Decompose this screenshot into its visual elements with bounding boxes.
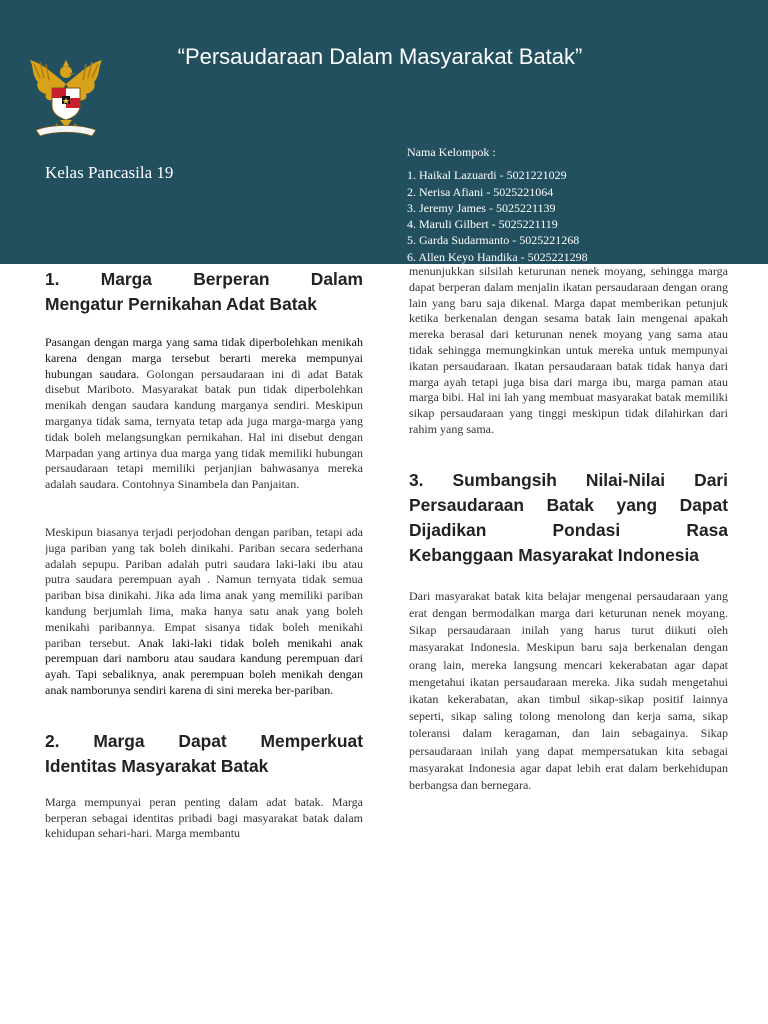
heading-line: Kebanggaan Masyarakat Indonesia — [409, 544, 699, 565]
left-column — [45, 267, 363, 1024]
section-2-heading — [45, 729, 363, 779]
member-item: 3. Jeremy James - 5025221139 — [407, 200, 556, 215]
text-run: Meskipun biasanya terjadi perjodohan dengan pariban, tetapi ada juga pariban yang tak boleh dinikahi. Pariban secara sederhana adalah sepupu. Pariban adalah putri saudara laki-laki ibu atau putra saudara perempuan ayah . Namun ternyata tidak semua pariban bisa dinikahi. Jika ada lima anak yang memiliki pariban kandung berjumlah lima, maka hanya satu anak yang boleh menikahi paribannya. Empat sisanya tidak boleh menikahi pariban tersebut. — [45, 524, 363, 650]
member-item: 2. Nerisa Afiani - 5025221064 — [407, 184, 554, 199]
heading-line: 3. Sumbangsih Nilai-Nilai Dari — [409, 469, 728, 490]
member-item: 6. Allen Keyo Handika - 5025221298 — [407, 249, 588, 264]
section-3-paragraph-1: Dari masyarakat batak kita belajar mengenai persaudaraan yang erat dengan bermodalkan marga dari keturunan nenek moyang. Sikap persaudaraan inilah yang harus turut diikuti oleh masyarakat Indonesia. Meskipun baru saja berkenalan dengan orang lain, mereka langsung mencari kekerabatan agar dapat mengetahui ikatan persaudaraan mereka. Jika sudah mengetahui ikatan kekerabatan, akan timbul sikap-sikap positif lainnya seperti, sikap saling tolong menolong dan kerja sama, sikap toleransi dalam keragaman, dan lain sebagainya. Sikap persaudaraan inilah yang dapat mempersatukan kita sebagai masyarakat Indonesia agar dapat lebih erat dalam berkehidupan berbangsa dan bernegara. — [409, 588, 728, 792]
section-3-heading — [409, 468, 728, 568]
group-members-list — [407, 144, 727, 264]
heading-line: Dijadikan Pondasi Rasa — [409, 519, 728, 540]
class-label: Kelas Pancasila 19 — [45, 163, 174, 182]
member-item: 1. Haikal Lazuardi - 5021221029 — [407, 168, 567, 183]
heading-line: 1. Marga Berperan Dalam — [45, 269, 363, 289]
document-title: “Persaudaraan Dalam Masyarakat Batak” — [177, 44, 583, 69]
text-run: Pasangan dengan marga yang sama tidak diperbolehkan menikah karena dengan marga tersebut berarti mereka mempunyai hubungan saudara. — [45, 335, 363, 381]
heading-line: Identitas Masyarakat Batak — [45, 755, 269, 776]
member-item: 4. Maruli Gilbert - 5025221119 — [407, 217, 558, 232]
text-run: Anak laki-laki tidak boleh menikahi anak perempuan dari namboru atau saudara kandung perempuan dari ayah. Tapi sebaliknya, anak perempuan boleh menikah dengan anak namborunya sendiri karena di sini mereka ber-pariban. — [45, 635, 363, 697]
garuda-emblem-icon — [26, 54, 106, 138]
heading-line: 2. Marga Dapat Memperkuat — [45, 730, 363, 751]
members-heading: Nama Kelompok : — [407, 145, 496, 159]
heading-line: Persaudaraan Batak yang Dapat — [409, 494, 728, 515]
section-1-paragraph-1 — [45, 335, 363, 493]
member-item: 5. Garda Sudarmanto - 5025221268 — [407, 233, 580, 248]
section-2-paragraph-1: Marga mempunyai peran penting dalam adat batak. Marga berperan sebagai identitas pribadi bagi masyarakat batak dalam kehidupan sehari-hari. Marga membantu — [45, 794, 363, 841]
heading-line: Mengatur Pernikahan Adat Batak — [45, 294, 317, 314]
right-column — [409, 264, 728, 1024]
header-banner — [0, 0, 768, 264]
section-1-paragraph-2 — [45, 525, 363, 699]
text-run: Golongan persaudaraan ini di adat Batak disebut Mariboto. Masyarakat batak pun tidak diperbolehkan menikah dengan saudara kandung marganya sendiri. Meskipun marganya tidak sama, ternyata tetap ada juga marga-marga yang tidak boleh melangsungkan pernikahan. Hal ini disebut dengan Marpadan yang artinya dua marga yang tidak memiliki hubungan persaudaraan tetapi memiliki perjanjian bahwasanya mereka adalah saudara. Contohnya Sinambela dan Panjaitan. — [45, 366, 363, 492]
section-2-paragraph-continued: menunjukkan silsilah keturunan nenek moyang, sehingga marga dapat berperan dalam menjalin ikatan persaudaraan dengan orang lain yang baru saja dikenal. Marga dapat memberikan petunjuk ketika berkenalan dengan sesama batak lain mengenai apakah mereka berasal dari keturunan nenek moyang yang sama atau tidak sehingga memungkinkan untuk mereka untuk mempunyai ikatan persaudaraan. Ikatan persaudaraan batak tidak hanya dari marga ayah tetapi juga bisa dari marga ibu, marga paman atau marga bibi. Hal ini lah yang membuat masyarakat batak memiliki sikap persaudaraan yang tinggi meskipun tidak dilahirkan dari rahim yang sama. — [409, 264, 728, 436]
section-1-heading — [45, 267, 363, 317]
